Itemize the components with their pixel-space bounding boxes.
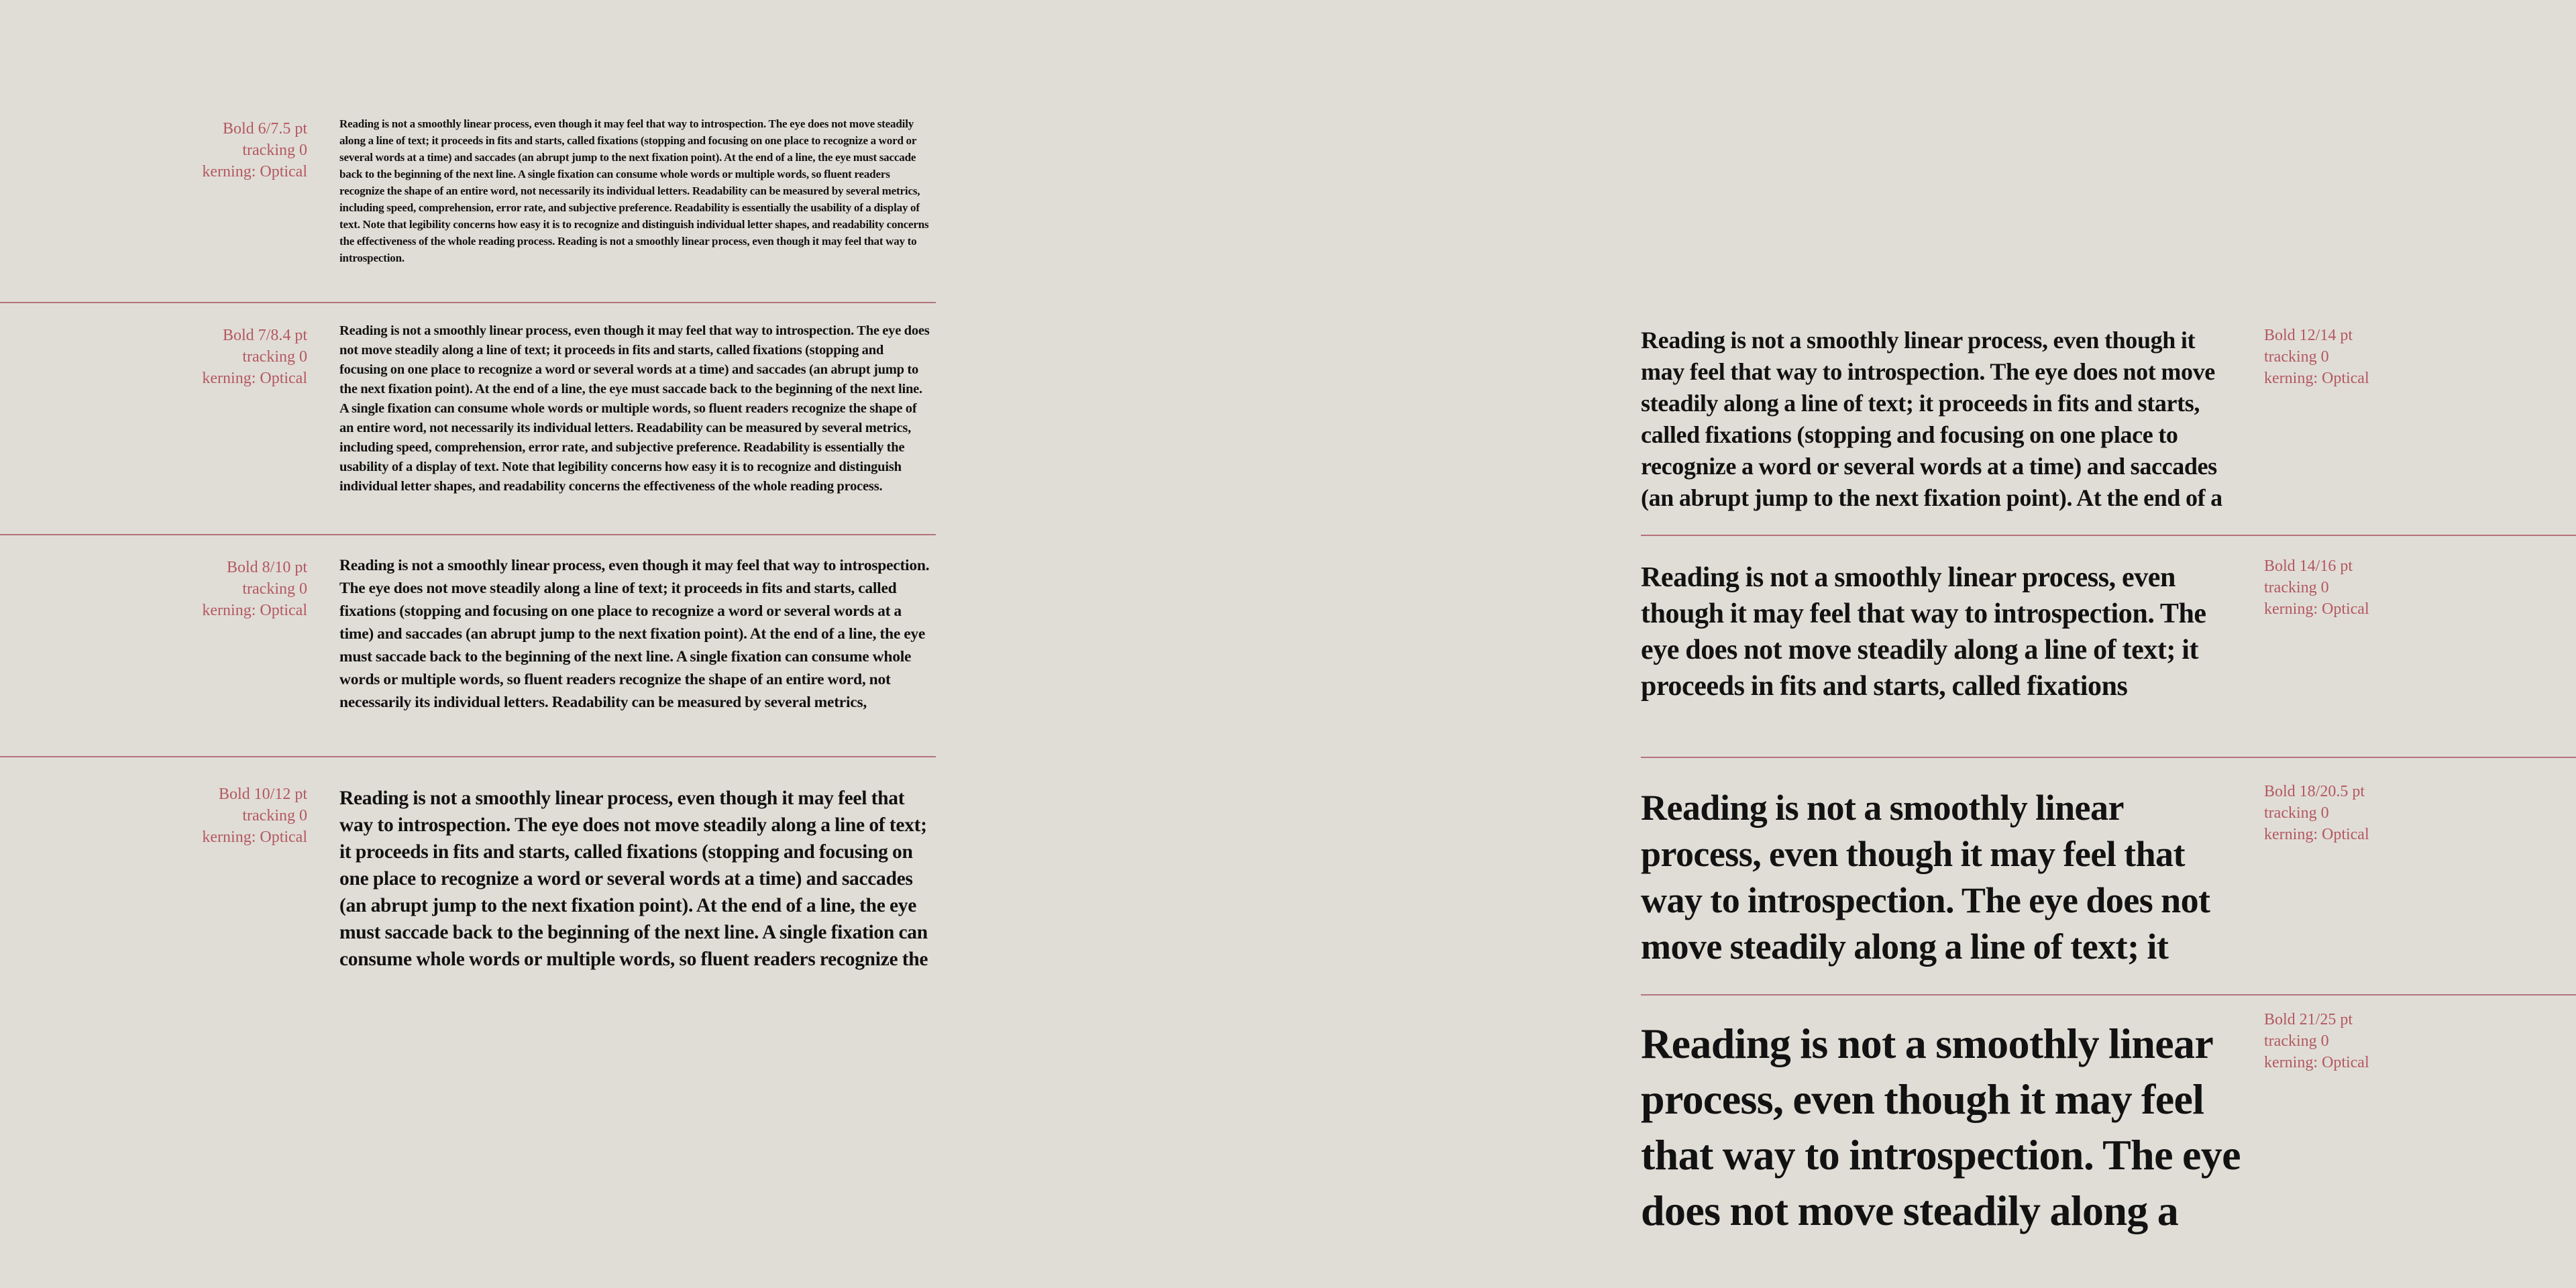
spec-bold-21 xyxy=(2264,1009,2369,1073)
spec-tracking: tracking 0 xyxy=(242,580,307,598)
divider xyxy=(0,302,936,303)
spec-kerning: kerning: Optical xyxy=(202,163,307,180)
spec-bold-8 xyxy=(202,557,307,621)
spec-tracking: tracking 0 xyxy=(2264,348,2329,366)
spec-bold-12 xyxy=(2264,325,2369,389)
spec-kerning: kerning: Optical xyxy=(2264,600,2369,618)
spec-kerning: kerning: Optical xyxy=(202,370,307,387)
spec-tracking: tracking 0 xyxy=(242,142,307,159)
sample-bold-12: Reading is not a smoothly linear process, even though it may feel that way to introspection. The eye does not move steadily along a line of text; it proceeds in fits and starts, called fixations (stopping and focusing on one place to recognize a word or several words at a time) and saccades (an abrupt jump to the next fixation point). At the end of a xyxy=(1641,327,2222,511)
divider xyxy=(1641,994,2576,996)
spec-bold-14 xyxy=(2264,555,2369,620)
sample-bold-21: Reading is not a smoothly linear process, even though it may feel that way to introspection. The eye does not move steadily along a xyxy=(1641,1020,2241,1234)
spec-size: Bold 8/10 pt xyxy=(226,559,307,576)
sample-bold-6: Reading is not a smoothly linear process, even though it may feel that way to introspection. The eye does not move steadily along a line of text; it proceeds in fits and starts, called fixations (stopping and focusing on one place to recognize a word or several words at a time) and saccades (an abrupt jump to the next fixation point). At the end of a line, the eye must saccade back to the beginning of the next line. A single fixation can consume whole words or multiple words, so fluent readers recognize the shape of an entire word, not necessarily its individual letters. Readability can be measured by several metrics, including speed, comprehension, error rate, and subjective preference. Readability is essentially the usability of a display of text. Note that legibility concerns how easy it is to recognize and distinguish individual letter shapes, and readability concerns the effectiveness of the whole reading process. Reading is not a smoothly linear process, even though it may feel that way to introspection. xyxy=(339,117,929,264)
sample-bold-7: Reading is not a smoothly linear process, even though it may feel that way to introspection. The eye does not move steadily along a line of text; it proceeds in fits and starts, called fixations (stopping and focusing on one place to recognize a word or several words at a time) and saccades (an abrupt jump to the next fixation point). At the end of a line, the eye must saccade back to the beginning of the next line. A single fixation can consume whole words or multiple words, so fluent readers recognize the shape of an entire word, not necessarily its individual letters. Readability can be measured by several metrics, including speed, comprehension, error rate, and subjective preference. Readability is essentially the usability of a display of text. Note that legibility concerns how easy it is to recognize and distinguish individual letter shapes, and readability concerns the effectiveness of the whole reading process. xyxy=(339,323,930,494)
spec-size: Bold 6/7.5 pt xyxy=(222,120,307,138)
spec-size: Bold 12/14 pt xyxy=(2264,327,2353,344)
spec-tracking: tracking 0 xyxy=(2264,804,2329,822)
sample-bold-14: Reading is not a smoothly linear process, even though it may feel that way to introspection. The eye does not move steadily along a line of text; it proceeds in fits and starts, called fixations xyxy=(1641,562,2206,702)
spec-bold-7 xyxy=(202,325,307,389)
sample-bold-18: Reading is not a smoothly linear process, even though it may feel that way to introspection. The eye does not move steadily along a line of text; it xyxy=(1641,788,2210,967)
spec-tracking: tracking 0 xyxy=(2264,1032,2329,1050)
sample-bold-8: Reading is not a smoothly linear process, even though it may feel that way to introspection. The eye does not move steadily along a line of text; it proceeds in fits and starts, called fixations (stopping and focusing on one place to recognize a word or several words at a time) and saccades (an abrupt jump to the next fixation point). At the end of a line, the eye must saccade back to the beginning of the next line. A single fixation can consume whole words or multiple words, so fluent readers recognize the shape of an entire word, not necessarily its individual letters. Readability can be measured by several metrics, xyxy=(339,557,930,711)
spec-kerning: kerning: Optical xyxy=(202,602,307,619)
spec-size: Bold 14/16 pt xyxy=(2264,557,2353,575)
spec-tracking: tracking 0 xyxy=(242,807,307,824)
spec-tracking: tracking 0 xyxy=(2264,579,2329,596)
spec-kerning: kerning: Optical xyxy=(2264,370,2369,387)
spec-kerning: kerning: Optical xyxy=(202,828,307,846)
spec-bold-18 xyxy=(2264,781,2369,845)
spec-kerning: kerning: Optical xyxy=(2264,1054,2369,1071)
spec-bold-6 xyxy=(202,118,307,182)
divider xyxy=(0,534,936,535)
divider xyxy=(0,756,936,757)
spec-size: Bold 7/8.4 pt xyxy=(222,327,307,344)
spec-size: Bold 18/20.5 pt xyxy=(2264,783,2365,800)
spec-bold-10 xyxy=(202,784,307,848)
divider xyxy=(1641,757,2576,758)
spec-tracking: tracking 0 xyxy=(242,348,307,366)
sample-bold-10: Reading is not a smoothly linear process, even though it may feel that way to introspection. The eye does not move steadily along a line of text; it proceeds in fits and starts, called fixations (stopping and focusing on one place to recognize a word or several words at a time) and saccades (an abrupt jump to the next fixation point). At the end of a line, the eye must saccade back to the beginning of the next line. A single fixation can consume whole words or multiple words, so fluent readers recognize the xyxy=(339,788,928,970)
spec-size: Bold 10/12 pt xyxy=(218,786,307,803)
spec-size: Bold 21/25 pt xyxy=(2264,1011,2353,1028)
divider xyxy=(1641,535,2576,536)
spec-kerning: kerning: Optical xyxy=(2264,826,2369,843)
